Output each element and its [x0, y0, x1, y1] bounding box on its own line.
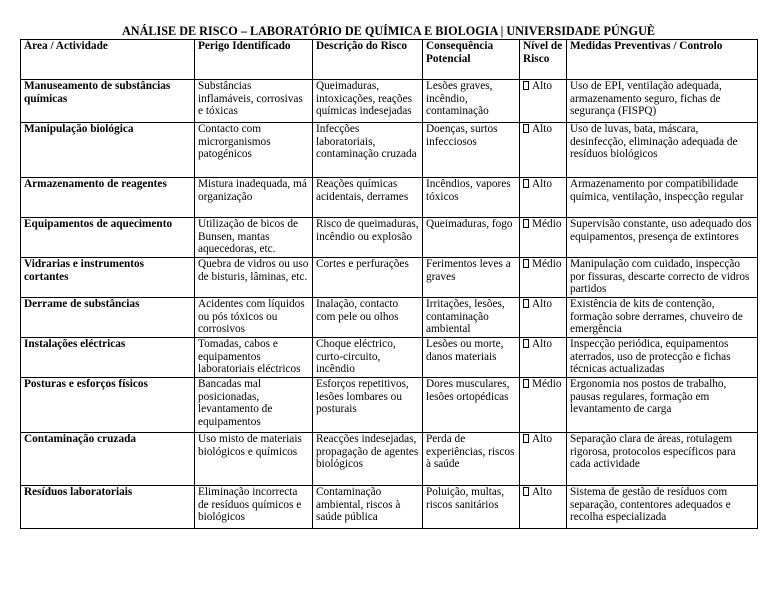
row-description: Queimaduras, intoxicações, reações químicas indesejadas — [313, 80, 423, 123]
header-measures: Medidas Preventivas / Controlo — [567, 40, 758, 80]
row-hazard: Utilização de bicos de Bunsen, mantas aquecedoras, etc. — [195, 218, 313, 258]
row-consequence: Poluição, multas, riscos sanitários — [423, 486, 520, 529]
row-hazard: Uso misto de materiais biológicos e químicos — [195, 433, 313, 486]
row-hazard: Eliminação incorrecta de resíduos químicos e biológicos — [195, 486, 313, 529]
row-description: Infecções laboratoriais, contaminação cruzada — [313, 123, 423, 178]
row-area: Instalações eléctricas — [21, 338, 195, 378]
row-consequence: Dores musculares, lesões ortopédicas — [423, 378, 520, 433]
row-measures: Supervisão constante, uso adequado dos equipamentos, presença de extintores — [567, 218, 758, 258]
table-row — [21, 378, 758, 433]
row-measures: Armazenamento por compatibilidade química, ventilação, inspecção regular — [567, 178, 758, 218]
header-risk-level: Nível de Risco — [520, 40, 567, 80]
risk-level-icon — [523, 81, 529, 90]
table-row — [21, 80, 758, 123]
row-description: Risco de queimaduras, incêndio ou explosão — [313, 218, 423, 258]
row-risk-level — [520, 433, 567, 486]
risk-level-label: Médio — [532, 378, 562, 390]
header-description: Descrição do Risco — [313, 40, 423, 80]
row-risk-level — [520, 258, 567, 298]
row-risk-level — [520, 338, 567, 378]
row-measures: Inspecção periódica, equipamentos aterrados, uso de protecção e fichas técnicas actualizadas — [567, 338, 758, 378]
row-hazard: Bancadas mal posicionadas, levantamento de equipamentos — [195, 378, 313, 433]
table-row — [21, 258, 758, 298]
row-measures: Existência de kits de contenção, formação sobre derrames, chuveiro de emergência — [567, 298, 758, 338]
row-consequence: Irritações, lesões, contaminação ambiental — [423, 298, 520, 338]
row-area: Posturas e esforços físicos — [21, 378, 195, 433]
row-consequence: Incêndios, vapores tóxicos — [423, 178, 520, 218]
row-consequence: Lesões graves, incêndio, contaminação — [423, 80, 520, 123]
table-row — [21, 338, 758, 378]
row-hazard: Contacto com microrganismos patogénicos — [195, 123, 313, 178]
row-risk-level — [520, 298, 567, 338]
row-measures: Uso de luvas, bata, máscara, desinfecção, eliminação adequada de resíduos biológicos — [567, 123, 758, 178]
row-risk-level — [520, 80, 567, 123]
document-page — [20, 24, 757, 529]
row-description: Reacções indesejadas, propagação de agentes biológicos — [313, 433, 423, 486]
row-hazard: Mistura inadequada, má organização — [195, 178, 313, 218]
row-area: Manipulação biológica — [21, 123, 195, 178]
row-measures: Ergonomia nos postos de trabalho, pausas regulares, formação em levantamento de carga — [567, 378, 758, 433]
row-area: Armazenamento de reagentes — [21, 178, 195, 218]
row-measures: Sistema de gestão de resíduos com separação, contentores adequados e recolha especializada — [567, 486, 758, 529]
risk-level-label: Alto — [532, 298, 553, 310]
row-description: Cortes e perfurações — [313, 258, 423, 298]
row-consequence: Queimaduras, fogo — [423, 218, 520, 258]
row-hazard: Acidentes com líquidos ou pós tóxicos ou corrosivos — [195, 298, 313, 338]
row-hazard: Quebra de vidros ou uso de bisturis, lâminas, etc. — [195, 258, 313, 298]
row-description: Inalação, contacto com pele ou olhos — [313, 298, 423, 338]
row-consequence: Lesões ou morte, danos materiais — [423, 338, 520, 378]
row-consequence: Ferimentos leves a graves — [423, 258, 520, 298]
row-area: Vidrarias e instrumentos cortantes — [21, 258, 195, 298]
row-area: Resíduos laboratoriais — [21, 486, 195, 529]
risk-analysis-table — [20, 39, 758, 529]
risk-level-icon — [523, 179, 529, 188]
header-hazard: Perigo Identificado — [195, 40, 313, 80]
table-row — [21, 178, 758, 218]
header-area: Área / Actividade — [21, 40, 195, 80]
table-body — [21, 80, 758, 529]
table-row — [21, 298, 758, 338]
risk-level-label: Alto — [532, 123, 553, 135]
risk-level-label: Alto — [532, 80, 553, 92]
row-measures: Manipulação com cuidado, inspecção por fissuras, descarte correcto de vidros partidos — [567, 258, 758, 298]
risk-level-label: Alto — [532, 178, 553, 190]
risk-level-icon — [523, 434, 529, 443]
row-area: Equipamentos de aquecimento — [21, 218, 195, 258]
risk-level-icon — [523, 219, 529, 228]
row-risk-level — [520, 378, 567, 433]
row-hazard: Substâncias inflamáveis, corrosivas e tóxicas — [195, 80, 313, 123]
risk-level-icon — [523, 379, 529, 388]
risk-level-label: Médio — [532, 258, 562, 270]
table-row — [21, 123, 758, 178]
row-measures: Separação clara de áreas, rotulagem rigorosa, protocolos específicos para cada actividade — [567, 433, 758, 486]
risk-level-label: Alto — [532, 433, 553, 445]
row-description: Esforços repetitivos, lesões lombares ou posturais — [313, 378, 423, 433]
risk-level-label: Alto — [532, 486, 553, 498]
risk-level-icon — [523, 487, 529, 496]
table-row — [21, 433, 758, 486]
row-area: Derrame de substâncias — [21, 298, 195, 338]
risk-level-icon — [523, 259, 529, 268]
row-hazard: Tomadas, cabos e equipamentos laboratoriais eléctricos — [195, 338, 313, 378]
row-measures: Uso de EPI, ventilação adequada, armazenamento seguro, fichas de segurança (FISPQ) — [567, 80, 758, 123]
risk-level-label: Médio — [532, 218, 562, 230]
risk-level-label: Alto — [532, 338, 553, 350]
row-risk-level — [520, 486, 567, 529]
header-consequence: Consequência Potencial — [423, 40, 520, 80]
row-description: Reações químicas acidentais, derrames — [313, 178, 423, 218]
table-row — [21, 218, 758, 258]
row-consequence: Perda de experiências, riscos à saúde — [423, 433, 520, 486]
row-consequence: Doenças, surtos infecciosos — [423, 123, 520, 178]
row-description: Contaminação ambiental, riscos à saúde pública — [313, 486, 423, 529]
risk-level-icon — [523, 299, 529, 308]
row-risk-level — [520, 178, 567, 218]
row-description: Choque eléctrico, curto-circuito, incêndio — [313, 338, 423, 378]
risk-level-icon — [523, 124, 529, 133]
row-risk-level — [520, 123, 567, 178]
document-title: ANÁLISE DE RISCO – LABORATÓRIO DE QUÍMICA E BIOLOGIA | UNIVERSIDADE PÚNGUÈ — [121, 24, 656, 38]
table-row — [21, 486, 758, 529]
row-area: Manuseamento de substâncias químicas — [21, 80, 195, 123]
table-header-row — [21, 40, 758, 80]
row-area: Contaminação cruzada — [21, 433, 195, 486]
row-risk-level — [520, 218, 567, 258]
risk-level-icon — [523, 339, 529, 348]
